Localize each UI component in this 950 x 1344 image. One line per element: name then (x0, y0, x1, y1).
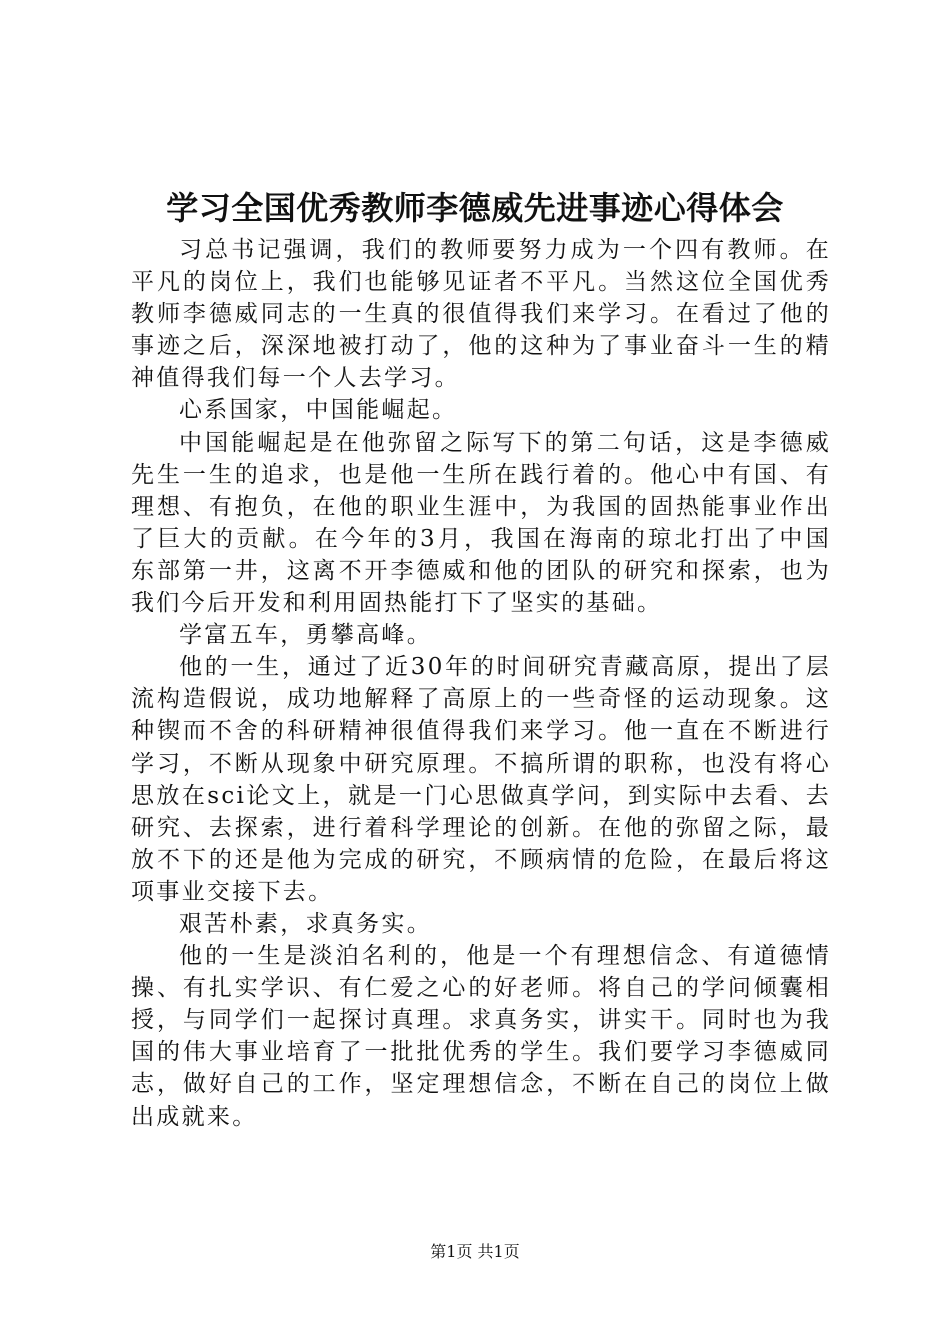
document-body (131, 234, 831, 1133)
paragraph-learning: 他的一生，通过了近30年的时间研究青藏高原，提出了层流构造假说，成功地解释了高原上的一些奇怪的运动现象。这种锲而不舍的科研精神很值得我们来学习。他一直在不断进行学习，不断从现象中研究原理。不搞所谓的职称，也没有将心思放在sci论文上，就是一门心思做真学问，到实际中去看、去研究、去探索，进行着科学理论的创新。在他的弥留之际，最放不下的还是他为完成的研究，不顾病情的危险，在最后将这项事业交接下去。 (131, 654, 831, 905)
section-heading-patriotism: 心系国家，中国能崛起。 (179, 397, 458, 424)
section-heading-learning: 学富五车，勇攀高峰。 (179, 622, 432, 649)
document-title: 学习全国优秀教师李德威先进事迹心得体会 (166, 189, 784, 227)
paragraph-simplicity: 他的一生是淡泊名利的，他是一个有理想信念、有道德情操、有扎实学识、有仁爱之心的好老师。将自己的学问倾囊相授，与同学们一起探讨真理。求真务实，讲实干。同时也为我国的伟大事业培育了一批批优秀的学生。我们要学习李德威同志，做好自己的工作，坚定理想信念，不断在自己的岗位上做出成就来。 (131, 943, 831, 1130)
paragraph-intro: 习总书记强调，我们的教师要努力成为一个四有教师。在平凡的岗位上，我们也能够见证者不平凡。当然这位全国优秀教师李德威同志的一生真的很值得我们来学习。在看过了他的事迹之后，深深地被打动了，他的这种为了事业奋斗一生的精神值得我们每一个人去学习。 (131, 237, 831, 392)
page-number-footer: 第1页 共1页 (430, 1242, 520, 1261)
section-heading-simplicity: 艰苦朴素，求真务实。 (179, 910, 432, 937)
paragraph-patriotism: 中国能崛起是在他弥留之际写下的第二句话，这是李德威先生一生的追求，也是他一生所在践行着的。他心中有国、有理想、有抱负，在他的职业生涯中，为我国的固热能事业作出了巨大的贡献。在今年的3月，我国在海南的琼北打出了中国东部第一井，这离不开李德威和他的团队的研究和探索，也为我们今后开发和利用固热能打下了坚实的基础。 (131, 429, 831, 617)
